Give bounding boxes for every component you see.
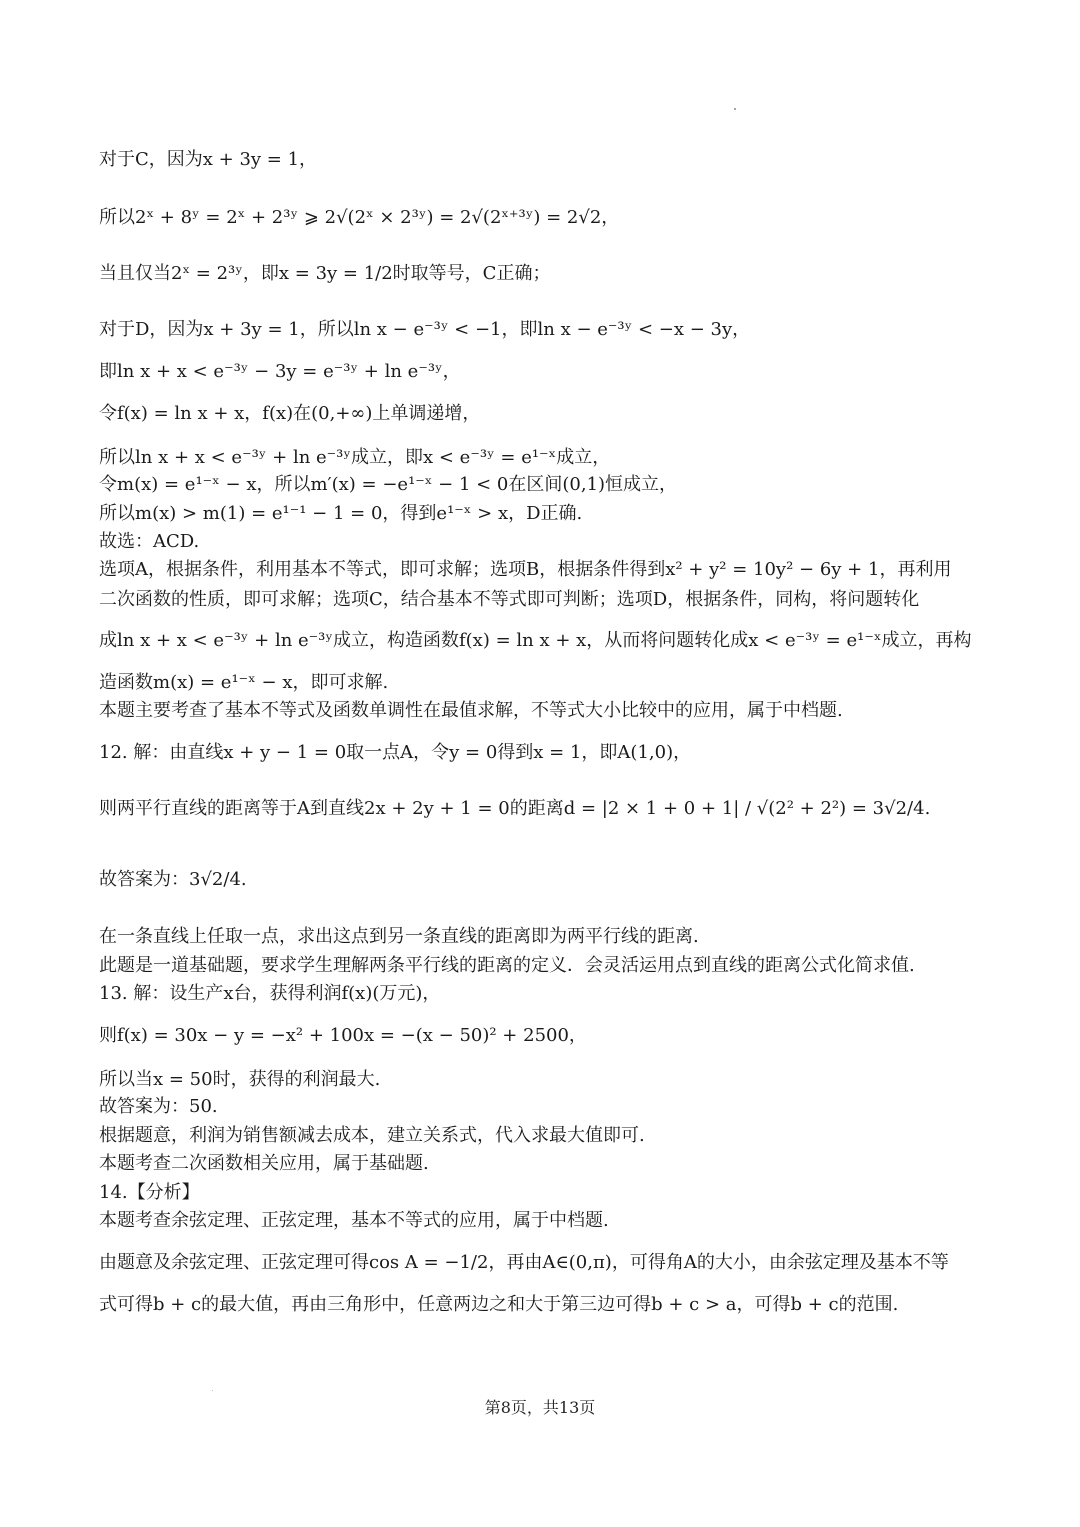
text-line: 令m(x) = e¹⁻ˣ − x，所以m′(x) = −e¹⁻ˣ − 1 < 0在区间(0,1)恒成立，: [99, 474, 678, 495]
text-line: 故答案为：50.: [99, 1096, 218, 1117]
text-line: 令f(x) = ln x + x，f(x)在(0,+∞)上单调递增，: [99, 403, 481, 424]
page-footer: 第8页，共13页: [484, 1398, 596, 1417]
text-line: 造函数m(x) = e¹⁻ˣ − x，即可求解.: [99, 672, 389, 693]
text-line: 本题主要考查了基本不等式及函数单调性在最值求解，不等式大小比较中的应用，属于中档题.: [99, 700, 843, 721]
text-line: 在一条直线上任取一点，求出这点到另一条直线的距离即为两平行线的距离.: [99, 926, 699, 947]
text-line: 所以当x = 50时，获得的利润最大.: [99, 1069, 381, 1090]
text-line: 对于D，因为x + 3y = 1，所以ln x − e⁻³ʸ < −1，即ln x − e⁻³ʸ < −x − 3y，: [99, 319, 751, 340]
text-line: 此题是一道基础题，要求学生理解两条平行线的距离的定义．会灵活运用点到直线的距离公式化简求值.: [99, 955, 915, 976]
text-line: 本题考查余弦定理、正弦定理，基本不等式的应用，属于中档题.: [99, 1210, 609, 1231]
text-line: 则f(x) = 30x − y = −x² + 100x = −(x − 50)² + 2500，: [99, 1025, 587, 1046]
scan-speck: [734, 108, 736, 110]
text-line: 所以2ˣ + 8ʸ = 2ˣ + 2³ʸ ⩾ 2√(2ˣ × 2³ʸ) = 2√(2ˣ⁺³ʸ) = 2√2，: [99, 207, 620, 228]
text-line: 本题考查二次函数相关应用，属于基础题.: [99, 1153, 429, 1174]
text-line: 则两平行直线的距离等于A到直线2x + 2y + 1 = 0的距离d = |2 × 1 + 0 + 1| / √(2² + 2²) = 3√2/4.: [99, 798, 931, 819]
text-line: 即ln x + x < e⁻³ʸ − 3y = e⁻³ʸ + ln e⁻³ʸ，: [99, 361, 461, 382]
text-line: 13. 解：设生产x台，获得利润f(x)(万元)，: [99, 983, 441, 1004]
text-line: 对于C，因为x + 3y = 1，: [99, 149, 318, 170]
text-line: 14.【分析】: [99, 1182, 200, 1203]
text-line: 二次函数的性质，即可求解；选项C，结合基本不等式即可判断；选项D，根据条件，同构，将问题转化: [99, 589, 920, 610]
text-line: 由题意及余弦定理、正弦定理可得cos A = −1/2，再由A∈(0,π)，可得角A的大小，由余弦定理及基本不等: [99, 1252, 949, 1273]
text-line: 故答案为：3√2/4.: [99, 869, 247, 890]
scan-speck: [212, 1390, 213, 1391]
text-line: 成ln x + x < e⁻³ʸ + ln e⁻³ʸ成立，构造函数f(x) = ln x + x，从而将问题转化成x < e⁻³ʸ = e¹⁻ˣ成立，再构: [99, 630, 972, 651]
text-line: 故选：ACD.: [99, 531, 200, 552]
text-line: 选项A，根据条件，利用基本不等式，即可求解；选项B，根据条件得到x² + y² = 10y² − 6y + 1，再利用: [99, 559, 952, 580]
text-line: 所以ln x + x < e⁻³ʸ + ln e⁻³ʸ成立，即x < e⁻³ʸ = e¹⁻ˣ成立，: [99, 447, 611, 468]
text-line: 12. 解：由直线x + y − 1 = 0取一点A，令y = 0得到x = 1，即A(1,0)，: [99, 742, 692, 763]
text-line: 所以m(x) > m(1) = e¹⁻¹ − 1 = 0，得到e¹⁻ˣ > x，D正确.: [99, 503, 583, 524]
text-line: 式可得b + c的最大值，再由三角形中，任意两边之和大于第三边可得b + c > a，可得b + c的范围.: [99, 1294, 899, 1315]
text-line: 当且仅当2ˣ = 2³ʸ，即x = 3y = 1/2时取等号，C正确；: [99, 263, 551, 284]
text-line: 根据题意，利润为销售额减去成本，建立关系式，代入求最大值即可.: [99, 1125, 645, 1146]
